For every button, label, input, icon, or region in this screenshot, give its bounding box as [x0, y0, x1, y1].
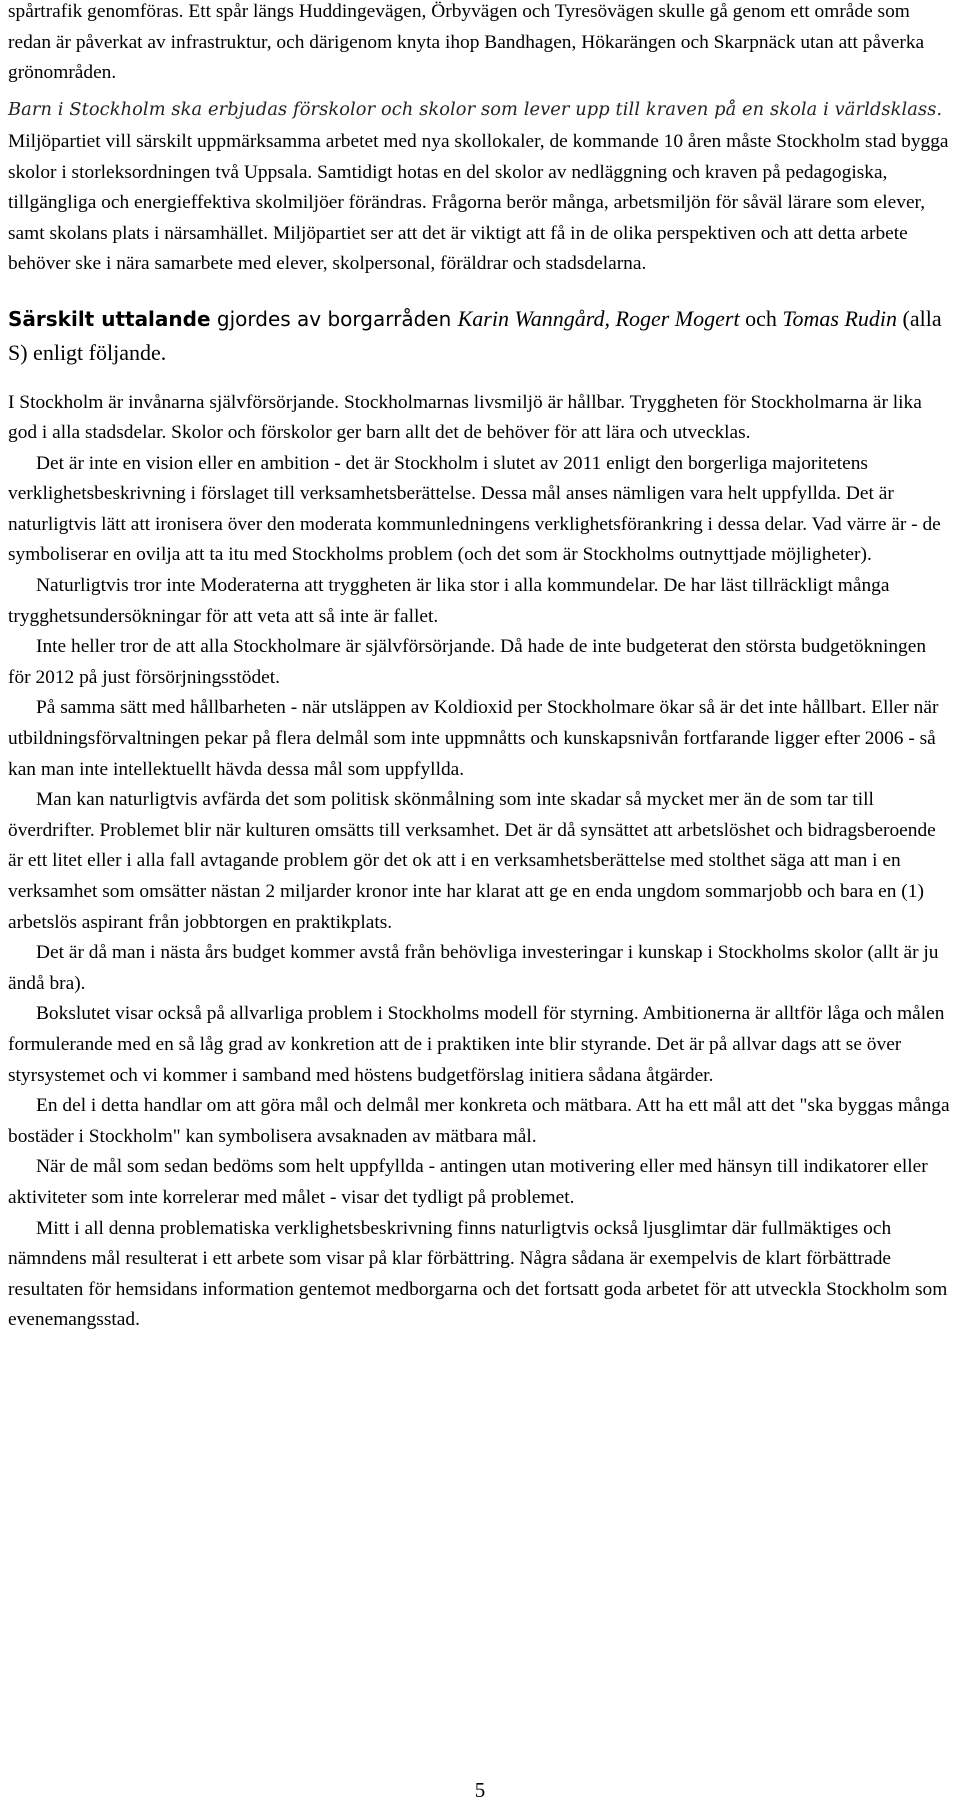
body-paragraph: Naturligtvis tror inte Moderaterna att tryggheten är lika stor i alla kommundelar. De har läst tillräckligt många trygghetsundersökningar för att veta att så inte är fallet. — [8, 575, 890, 627]
statement-names: Karin Wanngård, Roger Mogert — [457, 305, 740, 331]
statement-name3: Tomas Rudin — [782, 305, 898, 331]
paragraph-intro: spårtrafik genomföras. Ett spår längs Huddingevägen, Örbyvägen och Tyresövägen skulle gå genom ett område som redan är påverkat av infrastruktur, och därigenom knyta ihop Bandhagen, Hökarängen och Skarpnäck utan att påverka grönområden. — [8, 1, 925, 83]
statement-line — [8, 302, 950, 369]
body-paragraph: Mitt i all denna problematiska verklighetsbeskrivning finns naturligtvis också ljusglimtar där fullmäktiges och nämndens mål resulterat i ett arbete som visar på klar förbättring. Några sådana är exempelvis de klart förbättrade resultaten för hemsidans information gentemot medborgarna och det fortsatt goda arbetet för att utveckla Stockholm som evenemangsstad. — [8, 1217, 948, 1331]
statement-bold: Särskilt uttalande — [8, 306, 211, 331]
statement-part2: och — [739, 305, 783, 331]
body-paragraph: En del i detta handlar om att göra mål och delmål mer konkreta och mätbara. Att ha ett mål att det "ska byggas många bostäder i Stockholm" kan symbolisera avsaknaden av mätbara mål. — [8, 1095, 950, 1147]
body-paragraph: Det är inte en vision eller en ambition - det är Stockholm i slutet av 2011 enligt den borgerliga majoritetens verklighetsbeskrivning i förslaget till verksamhetsberättelse. Dessa mål anses nämligen vara helt uppfyllda. Det är naturligtvis lätt att ironisera över den moderata kommunledningens verklighetsförankring i dessa delar. Vad värre är - de symboliserar en ovilja att ta itu med Stockholms problem (och det som är Stockholms outnyttjade möjligheter). — [8, 452, 941, 566]
page-number: 5 — [474, 1778, 486, 1802]
body-paragraph: Det är då man i nästa års budget kommer avstå från behövliga investeringar i kunskap i Stockholms skolor (allt är ju ändå bra). — [8, 942, 939, 994]
statement-part3: (alla S) enligt följande. — [8, 305, 942, 365]
document-page — [8, 0, 950, 1336]
statement-part1: gjordes av borgarråden — [210, 306, 458, 331]
body-paragraph: När de mål som sedan bedöms som helt uppfyllda - antingen utan motivering eller med hänsyn till indikatorer eller aktiviteter som inte korrelerar med målet - visar det tydligt på problemet. — [8, 1156, 928, 1208]
section-heading: Barn i Stockholm ska erbjudas förskolor och skolor som lever upp till kraven på en skola i världsklass. — [8, 98, 943, 120]
body-paragraph: Inte heller tror de att alla Stockholmare är självförsörjande. Då hade de inte budgeterat den största budgetökningen för 2012 på just försörjningsstödet. — [8, 636, 927, 688]
statement-body — [8, 388, 950, 1336]
section-body: Miljöpartiet vill särskilt uppmärksamma arbetet med nya skollokaler, de kommande 10 åren måste Stockholm stad bygga skolor i storleksordningen två Uppsala. Samtidigt hotas en del skolor av nedläggning och kraven på pedagogiska, tillgängliga och energieffektiva skolmiljöer förändras. Frågorna berör många, arbetsmiljön för såväl lärare som elever, samt skolans plats i närsamhället. Miljöpartiet ser att det är viktigt att få in de olika perspektiven och att detta arbete behöver ske i nära samarbete med elever, skolpersonal, föräldrar och stadsdelarna. — [8, 131, 949, 274]
body-paragraph: I Stockholm är invånarna självförsörjande. Stockholmarnas livsmiljö är hållbar. Tryggheten för Stockholmarna är lika god i alla stadsdelar. Skolor och förskolor ger barn allt det de behöver för att lära och utvecklas. — [8, 391, 922, 444]
body-paragraph: Bokslutet visar också på allvarliga problem i Stockholms modell för styrning. Ambitionerna är alltför låga och målen formulerande med en så låg grad av konkretion att de i praktiken inte blir styrande. Det är på allvar dags att se över styrsystemet och vi kommer i samband med höstens budgetförslag initiera sådana åtgärder. — [8, 1003, 945, 1086]
body-paragraph: Man kan naturligtvis avfärda det som politisk skönmålning som inte skadar så mycket mer än de som tar till överdrifter. Problemet blir när kulturen omsätts till verksamhet. Det är då synsättet att arbetslöshet och bidragsberoende är ett litet eller i alla fall avtagande problem gör det ok att i en verksamhetsberättelse med stolthet säga att man i en verksamhet som omsätter nästan 2 miljarder kronor inte har klarat att ge en enda ungdom sommarjobb och bara en (1) arbetslös aspirant från jobbtorgen en praktikplats. — [8, 789, 936, 933]
body-paragraph: På samma sätt med hållbarheten - när utsläppen av Koldioxid per Stockholmare ökar så är det inte hållbart. Eller när utbildningsförvaltningen pekar på flera delmål som inte uppmnåtts och kunskapsnivån fortfarande ligger efter 2006 - så kan man inte intellektuellt hävda dessa mål som uppfyllda. — [8, 697, 939, 780]
